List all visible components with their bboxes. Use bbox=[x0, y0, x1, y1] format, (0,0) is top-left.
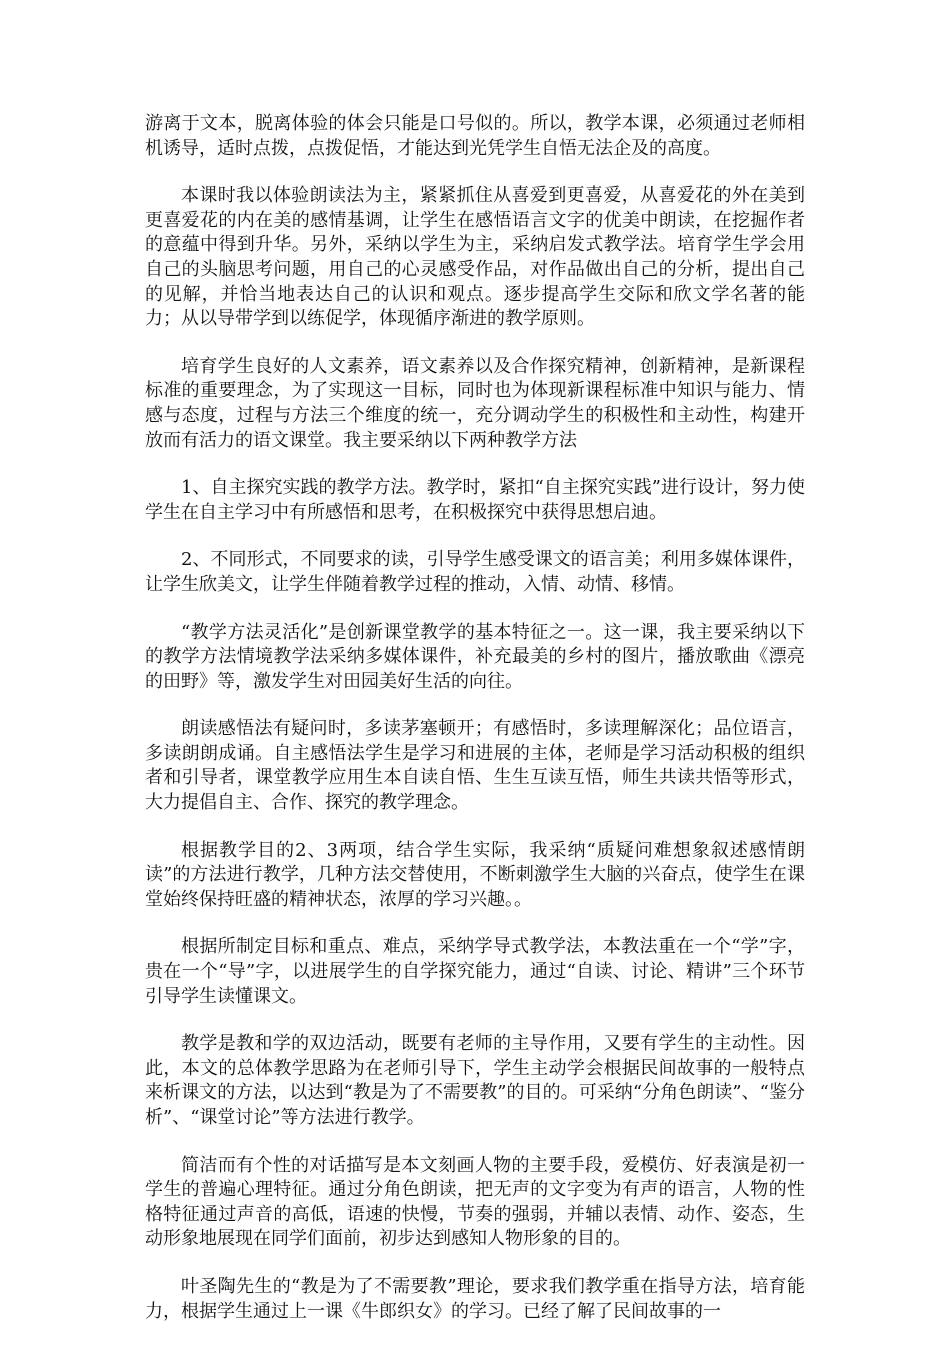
paragraph: 2、不同形式，不同要求的读，引导学生感受课文的语言美；利用多媒体课件，让学生欣美文，让学生伴随着教学过程的推动，入情、动情、移情。 bbox=[145, 549, 805, 595]
paragraph: 朗读感悟法有疑问时，多读茅塞顿开；有感悟时，多读理解深化；品位语言，多读朗朗成诵。自主感悟法学生是学习和进展的主体，老师是学习活动积极的组织者和引导者，课堂教学应用生本自读自悟、生生互读互悟，师生共读共悟等形式，大力提倡自主、合作、探究的教学理念。 bbox=[145, 718, 805, 814]
paragraph: 游离于文本，脱离体验的体会只能是口号似的。所以，教学本课，必须通过老师相机诱导，适时点拨，点拨促悟，才能达到光凭学生自悟无法企及的高度。 bbox=[145, 113, 805, 159]
paragraph: 本课时我以体验朗读法为主，紧紧抓住从喜爱到更喜爱，从喜爱花的外在美到更喜爱花的内在美的感情基调，让学生在感悟语言文字的优美中朗读，在挖掘作者的意蕴中得到升华。另外，采纳以学生为主，采纳启发式教学法。培育学生学会用自己的头脑思考问题，用自己的心灵感受作品，对作品做出自己的分析，提出自己的见解，并恰当地表达自己的认识和观点。逐步提高学生交际和欣文学名著的能力；从以导带学到以练促学，体现循序渐进的教学原则。 bbox=[145, 185, 805, 330]
paragraph: “教学方法灵活化”是创新课堂教学的基本特征之一。这一课，我主要采纳以下的教学方法情境教学法采纳多媒体课件，补充最美的乡村的图片，播放歌曲《漂亮的田野》等，激发学生对田园美好生活的向往。 bbox=[145, 621, 805, 692]
paragraph: 教学是教和学的双边活动，既要有老师的主导作用，又要有学生的主动性。因此，本文的总体教学思路为在老师引导下，学生主动学会根据民间故事的一般特点来析课文的方法，以达到“教是为了不需要教”的目的。可采纳“分角色朗读”、“鉴分析”、“课堂讨论”等方法进行教学。 bbox=[145, 1033, 805, 1128]
document-body bbox=[145, 112, 805, 1347]
paragraph: 1、自主探究实践的教学方法。教学时，紧扣“自主探究实践”进行设计，努力使学生在自主学习中有所感悟和思考，在积极探究中获得思想启迪。 bbox=[145, 477, 805, 523]
paragraph: 根据教学目的2、3两项，结合学生实际，我采纳“质疑问难想象叙述感情朗读”的方法进行教学，几种方法交替使用，不断刺激学生大脑的兴奋点，使学生在课堂始终保持旺盛的精神状态，浓厚的学习兴趣。。 bbox=[145, 839, 805, 910]
paragraph: 根据所制定目标和重点、难点，采纳学导式教学法，本教法重在一个“学”字，贵在一个“导”字，以进展学生的自学探究能力，通过“自读、讨论、精讲”三个环节引导学生读懂课文。 bbox=[145, 936, 805, 1007]
paragraph: 叶圣陶先生的“教是为了不需要教”理论，要求我们教学重在指导方法，培育能力，根据学生通过上一课《牛郎织女》的学习。已经了解了民间故事的一 bbox=[145, 1275, 805, 1322]
paragraph: 简洁而有个性的对话描写是本文刻画人物的主要手段，爱模仿、好表演是初一学生的普遍心理特征。通过分角色朗读，把无声的文字变为有声的语言，人物的性格特征通过声音的高低，语速的快慢，节奏的强弱，并辅以表情、动作、姿态，生动形象地展现在同学们面前，初步达到感知人物形象的目的。 bbox=[145, 1154, 805, 1250]
paragraph: 培育学生良好的人文素养，语文素养以及合作探究精神，创新精神，是新课程标准的重要理念，为了实现这一目标，同时也为体现新课程标准中知识与能力、情感与态度，过程与方法三个维度的统一，充分调动学生的积极性和主动性，构建开放而有活力的语文课堂。我主要采纳以下两种教学方法 bbox=[145, 355, 805, 451]
